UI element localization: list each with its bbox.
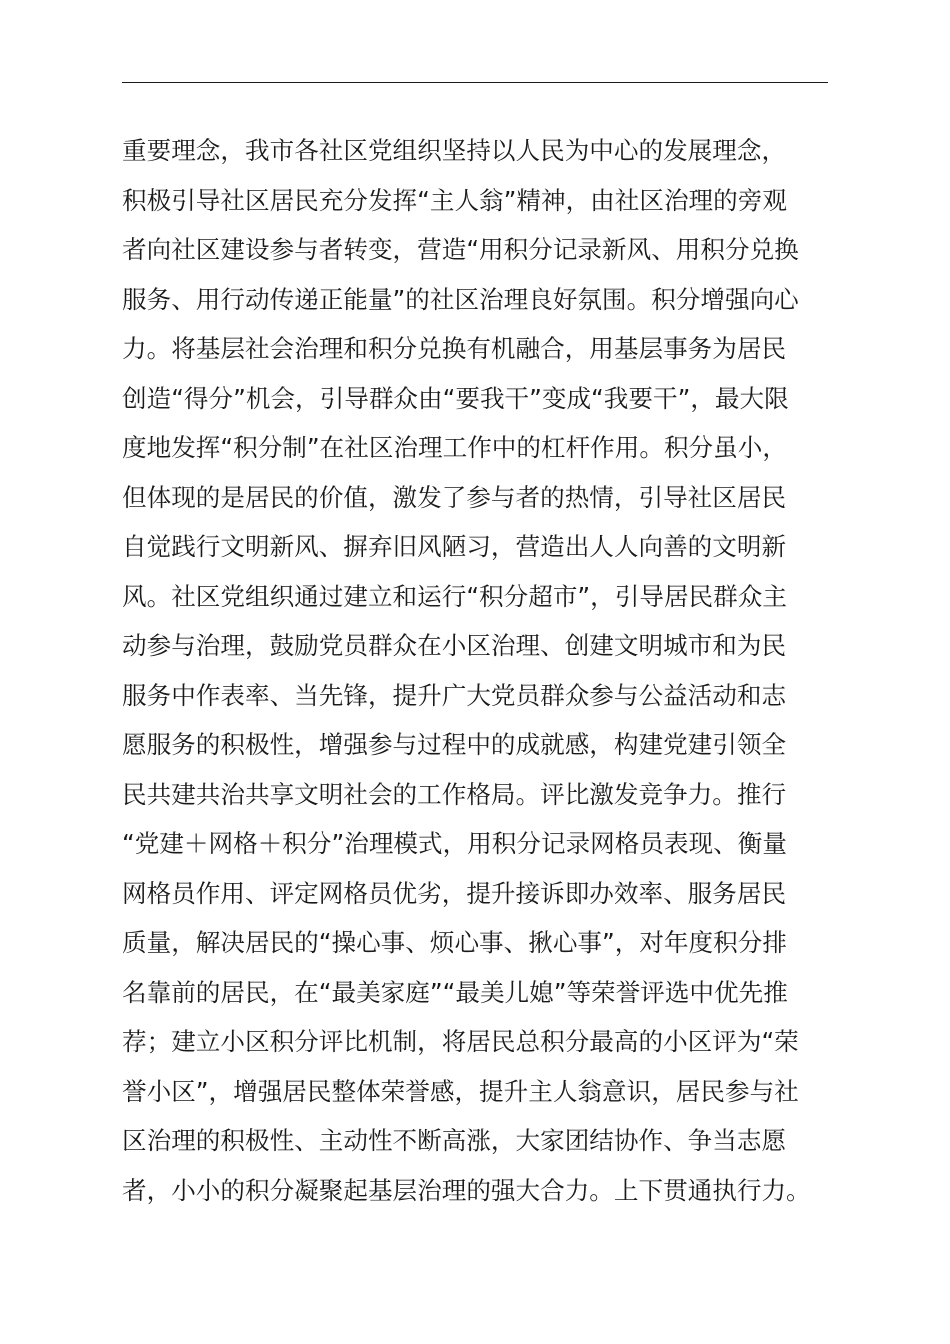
body-paragraph <box>122 126 882 1215</box>
text-line: 创造“得分”机会，引导群众由“要我干”变成“我要干”，最大限 <box>122 383 789 413</box>
text-line: 者向社区建设参与者转变，营造“用积分记录新风、用积分兑换 <box>122 235 799 264</box>
text-line: 但体现的是居民的价值，激发了参与者的热情，引导社区居民 <box>122 482 787 512</box>
text-line: “党建＋网格＋积分”治理模式，用积分记录网格员表现、衡量 <box>122 829 787 858</box>
text-line: 网格员作用、评定网格员优劣，提升接诉即办效率、服务居民 <box>122 878 787 908</box>
text-line: 服务中作表率、当先锋，提升广大党员群众参与公益活动和志 <box>122 680 787 710</box>
header-divider <box>122 82 828 83</box>
text-line: 服务、用行动传递正能量”的社区治理良好氛围。积分增强向心 <box>122 284 799 314</box>
text-line: 重要理念，我市各社区党组织坚持以人民为中心的发展理念， <box>122 136 787 165</box>
text-line: 风。社区党组织通过建立和运行“积分超市”，引导居民群众主 <box>122 581 787 611</box>
text-line: 名靠前的居民，在“最美家庭”“最美儿媳”等荣誉评选中优先推 <box>122 977 788 1007</box>
text-line: 力。将基层社会治理和积分兑换有机融合，用基层事务为居民 <box>122 334 787 363</box>
text-line: 誉小区”，增强居民整体荣誉感，提升主人翁意识，居民参与社 <box>122 1076 799 1106</box>
text-line: 积极引导社区居民充分发挥“主人翁”精神，由社区治理的旁观 <box>122 185 787 215</box>
text-line: 民共建共治共享文明社会的工作格局。评比激发竞争力。推行 <box>122 779 787 809</box>
text-line: 区治理的积极性、主动性不断高涨，大家团结协作、争当志愿 <box>122 1126 787 1155</box>
text-line: 质量，解决居民的“操心事、烦心事、揪心事”，对年度积分排 <box>122 928 787 957</box>
text-line: 度地发挥“积分制”在社区治理工作中的杠杆作用。积分虽小， <box>122 433 787 462</box>
text-line: 自觉践行文明新风、摒弃旧风陋习，营造出人人向善的文明新 <box>122 532 787 561</box>
text-line: 者，小小的积分凝聚起基层治理的强大合力。上下贯通执行力。 <box>122 1175 811 1205</box>
text-line: 荐；建立小区积分评比机制，将居民总积分最高的小区评为“荣 <box>122 1027 799 1056</box>
text-line: 动参与治理，鼓励党员群众在小区治理、创建文明城市和为民 <box>122 631 787 660</box>
text-line: 愿服务的积极性，增强参与过程中的成就感，构建党建引领全 <box>122 730 787 759</box>
